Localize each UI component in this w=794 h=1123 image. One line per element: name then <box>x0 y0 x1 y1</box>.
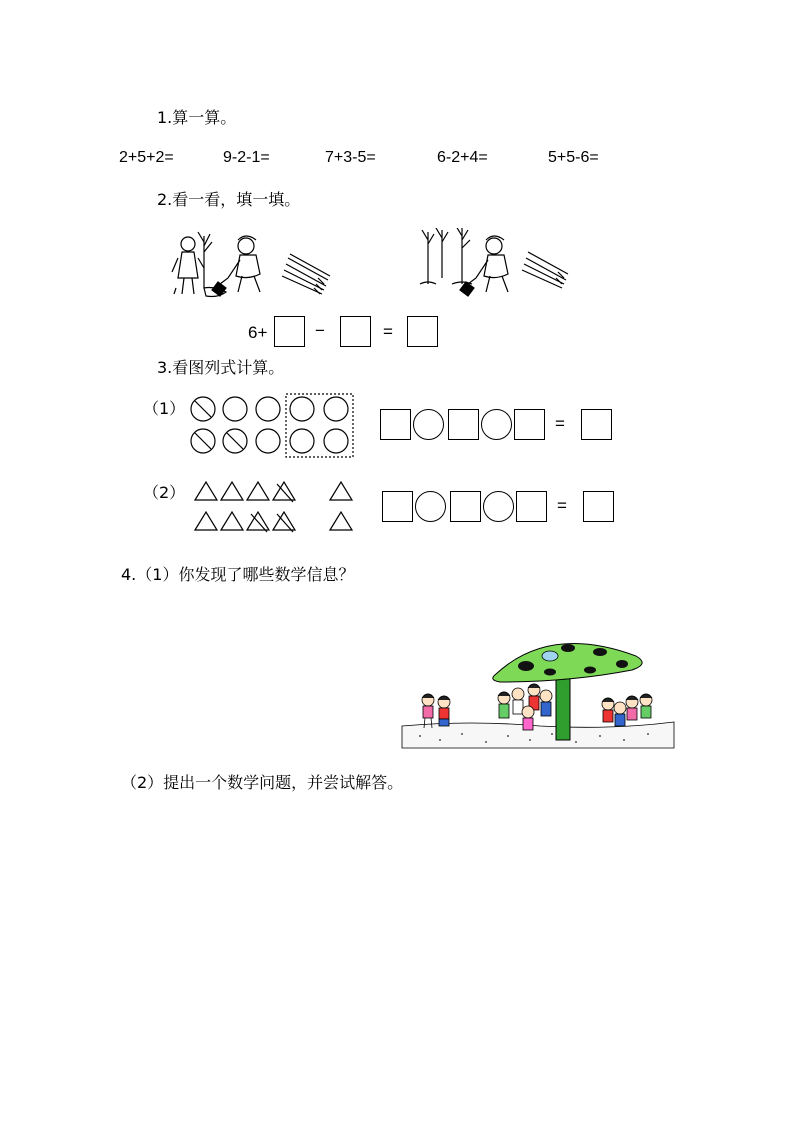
triangles-figure <box>193 478 355 534</box>
q2-answer-box-2[interactable] <box>340 316 371 347</box>
q3-title: 3.看图列式计算。 <box>157 358 285 377</box>
q3p1-equals: = <box>555 414 565 433</box>
q3p2-box-3[interactable] <box>516 491 547 522</box>
q3p1-box-2[interactable] <box>448 409 479 440</box>
q3p2-equals: = <box>557 496 567 515</box>
q3p1-box-1[interactable] <box>380 409 411 440</box>
q1-expr-4: 6-2+4= <box>437 149 488 166</box>
q2-minus: − <box>315 321 325 340</box>
q4-title: 4.（1）你发现了哪些数学信息？ <box>121 565 355 584</box>
q2-eq-start: 6+ <box>248 323 268 342</box>
circles-figure <box>186 393 358 459</box>
q2-answer-box-3[interactable] <box>407 316 438 347</box>
q2-title: 2.看一看，填一填。 <box>157 190 301 209</box>
q3p2-box-2[interactable] <box>450 491 481 522</box>
q1-expr-5: 5+5-6= <box>548 149 599 166</box>
mushroom-shelter-illustration <box>400 630 676 750</box>
q1-expr-3: 7+3-5= <box>325 149 376 166</box>
q1-expr-2: 9-2-1= <box>223 149 270 166</box>
q2-answer-box-1[interactable] <box>274 316 305 347</box>
q2-equals: = <box>383 322 393 341</box>
tree-planting-illustration-2 <box>418 228 583 300</box>
q3p1-box-3[interactable] <box>514 409 545 440</box>
q3p2-op-circle-2[interactable] <box>483 491 514 522</box>
tree-planting-illustration-1 <box>168 228 333 300</box>
q3p1-op-circle-1[interactable] <box>413 409 444 440</box>
q3p2-result-box[interactable] <box>583 491 614 522</box>
q3p2-box-1[interactable] <box>382 491 413 522</box>
q1-title: 1.算一算。 <box>157 108 237 127</box>
q1-expr-1: 2+5+2= <box>119 149 174 166</box>
q3p2-op-circle-1[interactable] <box>415 491 446 522</box>
q3-part2-label: （2） <box>143 483 186 502</box>
q3-part1-label: （1） <box>143 399 186 418</box>
q4-sub2: （2）提出一个数学问题，并尝试解答。 <box>121 773 404 792</box>
q3p1-result-box[interactable] <box>581 409 612 440</box>
q3p1-op-circle-2[interactable] <box>481 409 512 440</box>
